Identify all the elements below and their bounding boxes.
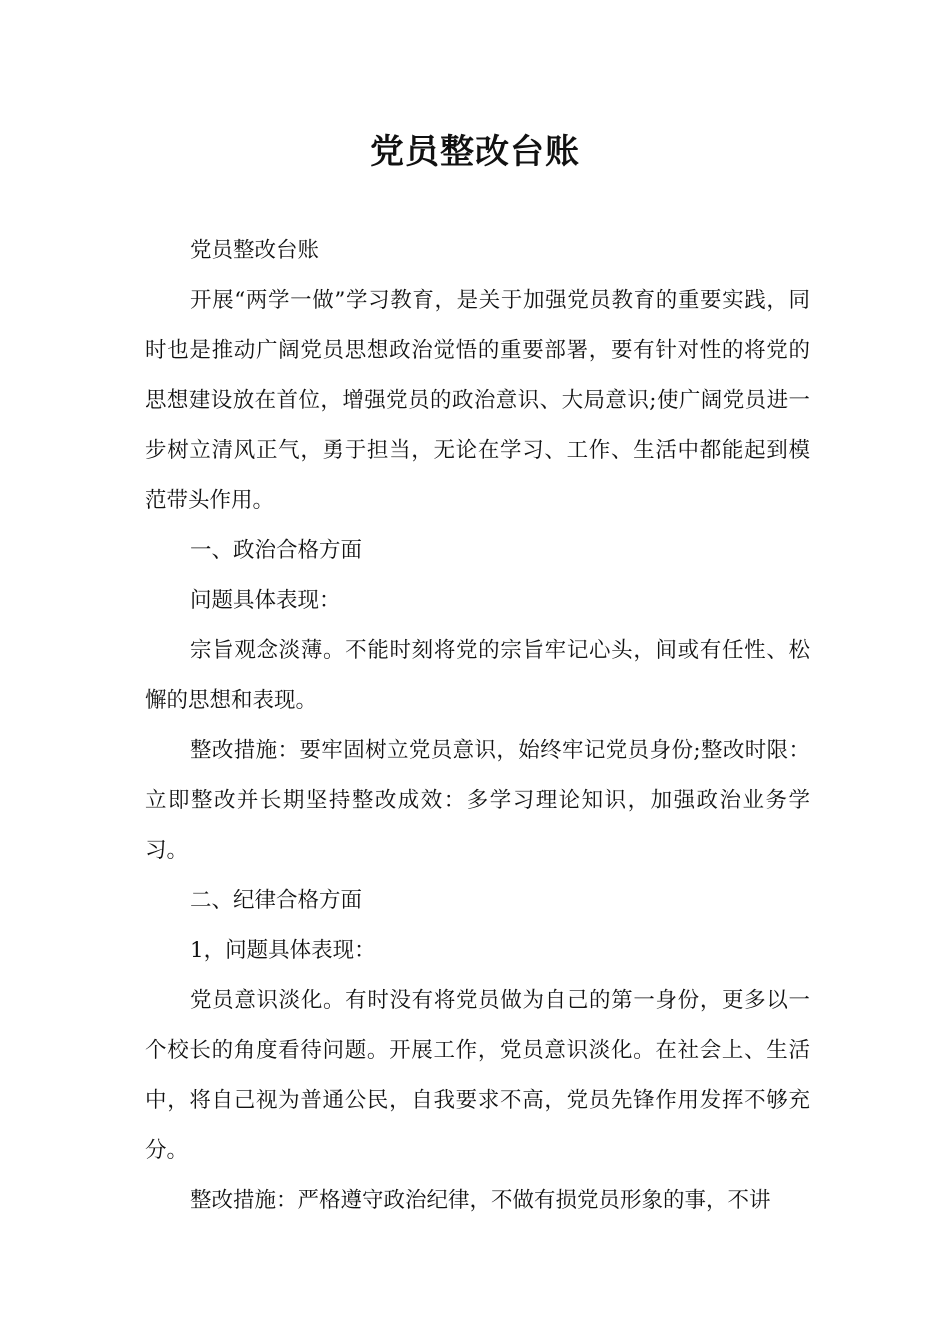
- paragraph-problem-detail-2: 党员意识淡化。有时没有将党员做为自己的第一身份，更多以一个校长的角度看待问题。开展工作，党员意识淡化。在社会上、生活中，将自己视为普通公民，自我要求不高，党员先锋作用发挥不够充分。: [145, 988, 810, 1163]
- document-body: [145, 226, 810, 1226]
- paragraph-measures-2: 整改措施：严格遵守政治纪律，不做有损党员形象的事，不讲: [190, 1188, 771, 1213]
- paragraph-measures: 整改措施：要牢固树立党员意识，始终牢记党员身份;整改时限：立即整改并长期坚持整改成效：多学习理论知识，加强政治业务学习。: [145, 738, 810, 863]
- paragraph-problem-label-2: 1，问题具体表现：: [190, 938, 376, 963]
- document-title: 党员整改台账: [370, 132, 580, 172]
- paragraph-subtitle: 党员整改台账: [190, 238, 320, 263]
- paragraph-intro: 开展“两学一做”学习教育，是关于加强党员教育的重要实践，同时也是推动广阔党员思想政治觉悟的重要部署，要有针对性的将党的思想建设放在首位，增强党员的政治意识、大局意识;使广阔党员进一步树立清风正气，勇于担当，无论在学习、工作、生活中都能起到模范带头作用。: [145, 288, 810, 513]
- paragraph-problem-label: 问题具体表现：: [190, 588, 341, 613]
- section-heading-political: 一、政治合格方面: [190, 538, 363, 563]
- paragraph-problem-detail: 宗旨观念淡薄。不能时刻将党的宗旨牢记心头，间或有任性、松懈的思想和表现。: [145, 638, 810, 713]
- section-heading-discipline: 二、纪律合格方面: [190, 888, 363, 913]
